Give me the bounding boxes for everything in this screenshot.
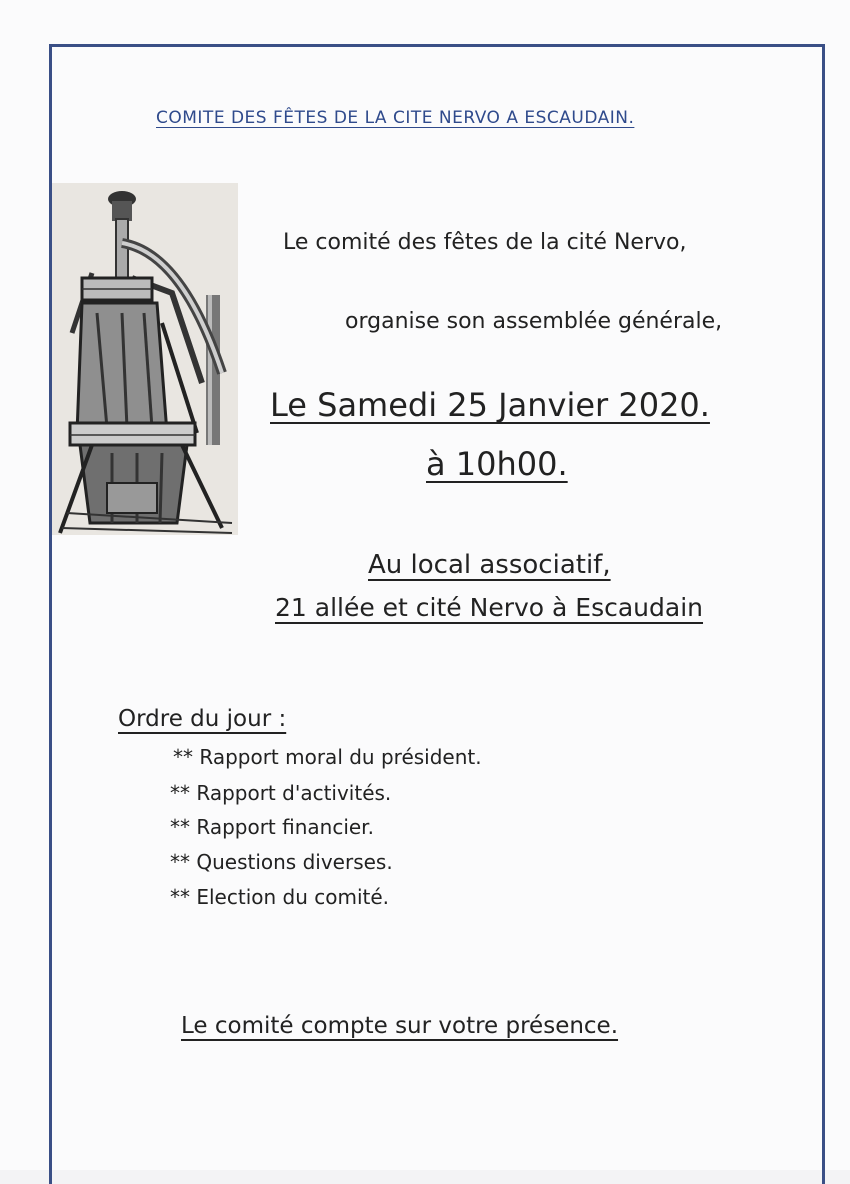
venue-line-2: 21 allée et cité Nervo à Escaudain — [275, 593, 704, 622]
agenda-item: ** Questions diverses. — [170, 850, 393, 874]
intro-line-1: Le comité des fêtes de la cité Nervo, — [283, 230, 687, 255]
agenda-item: ** Election du comité. — [170, 885, 390, 909]
event-date: Le Samedi 25 Janvier 2020. — [270, 386, 710, 424]
closing-line: Le comité compte sur votre présence. — [181, 1013, 619, 1039]
agenda-item: ** Rapport moral du président. — [173, 745, 482, 769]
venue-line-1: Au local associatif, — [368, 550, 611, 580]
agenda-title: Ordre du jour : — [118, 706, 287, 732]
agenda-item: ** Rapport d'activités. — [170, 781, 392, 805]
event-time: à 10h00. — [426, 445, 568, 483]
agenda-item: ** Rapport financier. — [170, 815, 374, 839]
intro-line-2: organise son assemblée générale, — [345, 309, 723, 334]
committee-header: COMITE DES FÊTES DE LA CITE NERVO A ESCAUDAIN. — [156, 108, 635, 128]
blast-furnace-illustration — [52, 183, 238, 535]
